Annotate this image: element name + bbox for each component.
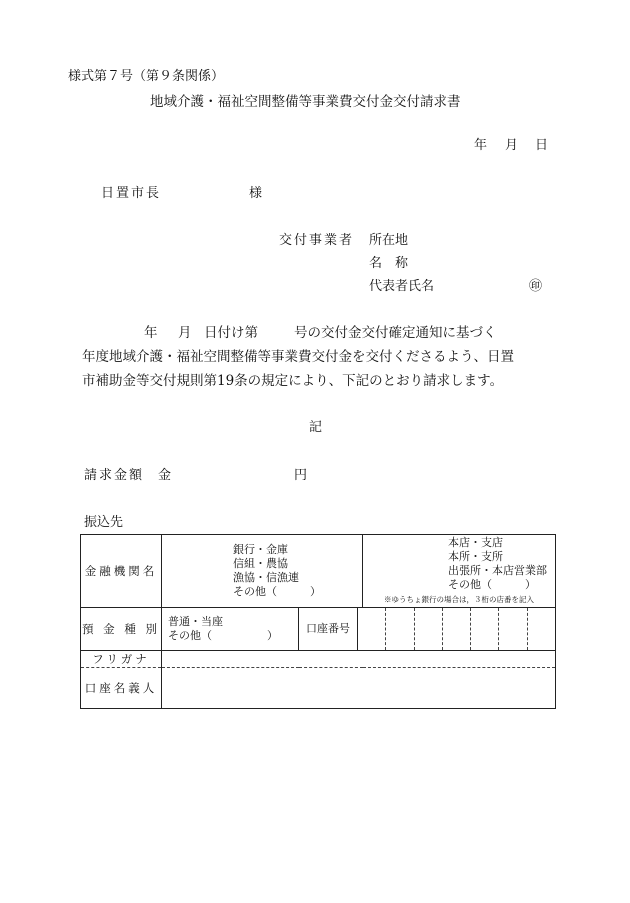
deposit-row	[81, 608, 556, 651]
account-digit-box[interactable]	[443, 608, 471, 650]
amount-label: 請求金額	[84, 468, 145, 483]
account-number-cell	[299, 608, 556, 651]
branch-type-cell[interactable]	[363, 535, 556, 608]
account-digit-box[interactable]	[499, 608, 527, 650]
body-month: 月	[178, 325, 192, 341]
branch-type: 本店・支店	[448, 536, 503, 549]
account-digit-box[interactable]	[528, 608, 555, 650]
addressee-honorific: 様	[249, 186, 263, 201]
deposit-type: 普通・当座	[168, 615, 223, 628]
addressee-name: 日置市長	[101, 186, 162, 201]
body-dated: 日付け第	[204, 325, 258, 341]
branch-type: 出張所・本店営業部	[448, 564, 547, 577]
applicant-label: 交付事業者	[279, 233, 355, 248]
institution-type: 漁協・信漁連	[233, 571, 299, 584]
account-digit-box[interactable]	[386, 608, 414, 650]
institution-type: 銀行・金庫	[233, 543, 288, 556]
holder-label: 口座名義人	[81, 668, 162, 709]
body-year: 年	[144, 325, 158, 341]
amount-prefix: 金	[158, 468, 172, 483]
furigana-row	[81, 651, 556, 668]
institution-label: 金融機関名	[81, 535, 162, 608]
body-line-2: 年度地域介護・福祉空間整備等事業費交付金を交付くださるよう、日置	[82, 349, 514, 365]
institution-type: その他（ ）	[233, 585, 321, 598]
date-year: 年	[474, 138, 488, 153]
transfer-table	[80, 534, 556, 709]
account-digit-box[interactable]	[415, 608, 443, 650]
transfer-label: 振込先	[84, 515, 124, 530]
branch-note: ※ゆうちょ銀行の場合は，３桁の店番を記入	[384, 595, 534, 604]
institution-type: 信組・農協	[233, 557, 288, 570]
seal-mark: ㊞	[529, 279, 543, 294]
deposit-type: その他（ ）	[168, 629, 278, 642]
amount-unit: 円	[294, 468, 308, 483]
ki-heading: 記	[309, 420, 323, 435]
holder-field[interactable]	[162, 668, 556, 709]
date-day: 日	[535, 138, 549, 153]
institution-row	[81, 535, 556, 608]
branch-type: その他（ ）	[448, 578, 536, 591]
account-number-label: 口座番号	[299, 608, 358, 650]
address-label: 所在地	[369, 233, 409, 248]
deposit-type-cell[interactable]	[162, 608, 299, 651]
holder-row	[81, 668, 556, 709]
furigana-field[interactable]	[162, 651, 556, 668]
account-digit-box[interactable]	[471, 608, 499, 650]
body-line-3: 市補助金等交付規則第19条の規定により、下記のとおり請求します。	[82, 373, 504, 389]
branch-type: 本所・支所	[448, 550, 503, 563]
form-number: 様式第７号（第９条関係）	[68, 69, 225, 84]
account-digit-box[interactable]	[358, 608, 386, 650]
deposit-label: 預 金 種 別	[81, 608, 162, 651]
representative-label: 代表者氏名	[369, 279, 435, 294]
institution-type-cell[interactable]	[162, 535, 363, 608]
date-month: 月	[505, 138, 519, 153]
document-title: 地域介護・福祉空間整備等事業費交付金交付請求書	[150, 94, 461, 110]
body-rest: 号の交付金交付確定通知に基づく	[294, 325, 497, 341]
furigana-label: フリガナ	[81, 651, 162, 668]
name-label: 名 称	[369, 256, 409, 271]
